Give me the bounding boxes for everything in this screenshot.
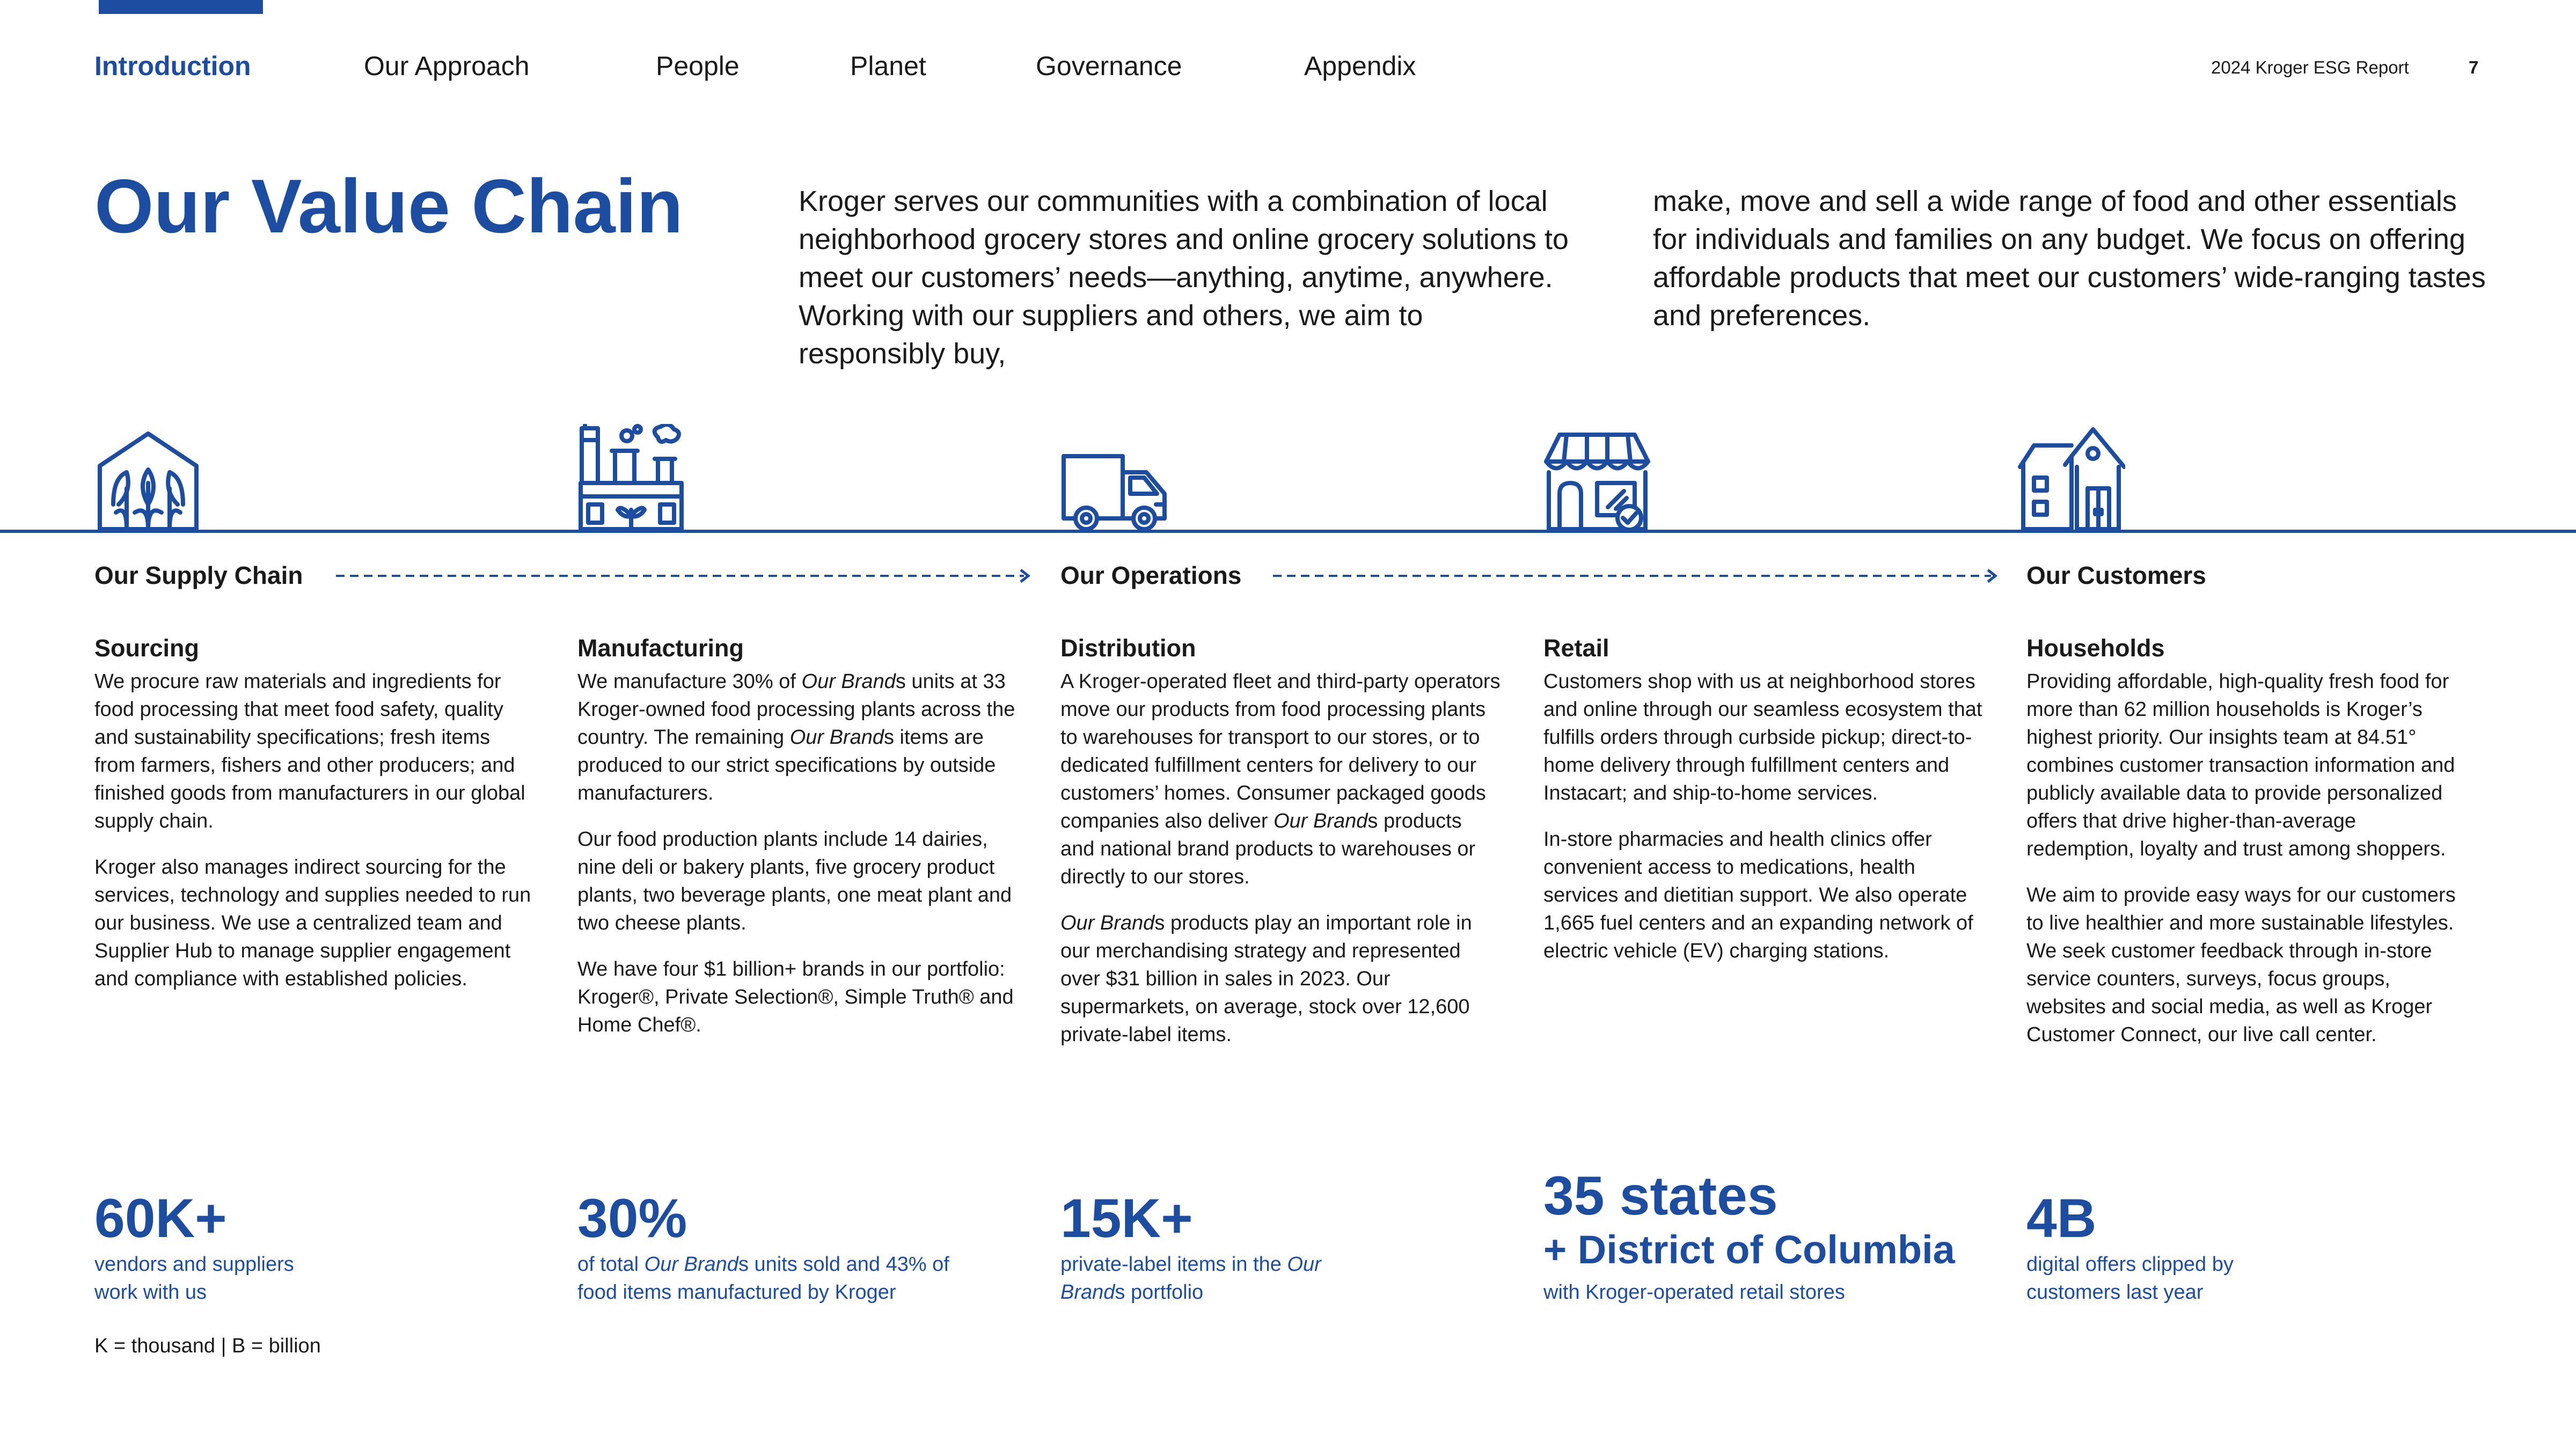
column-heading: Distribution [1060, 634, 1196, 662]
stage-label-supply-chain: Our Supply Chain [94, 561, 303, 589]
stat-vendors-description: vendors and suppliers work with us [94, 1253, 294, 1304]
column-distribution [1060, 633, 1501, 1067]
column-paragraph: Kroger also manages indirect sourcing for the services, technology and supplies needed to run our business. We use a centralized team and Supplier Hub to manage supplier engagement and compliance with established policies. [94, 856, 531, 990]
truck-icon [1060, 424, 1168, 531]
page-title: Our Value Chain [94, 164, 683, 249]
nav-our-approach[interactable]: Our Approach [364, 51, 530, 81]
stat-digital-offers-value: 4B [2026, 1188, 2097, 1249]
stat-private-label-value: 15K+ [1060, 1188, 1193, 1249]
column-paragraph: We have four $1 billion+ brands in our portfolio: Kroger®, Private Selection®, Simple Truth® and Home Chef®. [577, 958, 1014, 1036]
column-manufacturing [577, 633, 1018, 1057]
intro-text-left: Kroger serves our communities with a combination of local neighborhood grocery stores and online grocery solutions to meet our customers’ needs—anything, anytime, anywhere. Working with our suppliers and others, we aim to responsibly buy, [799, 185, 1569, 370]
nav-appendix[interactable]: Appendix [1304, 51, 1416, 81]
column-paragraph: Our Brands products play an important role in our merchandising strategy and represented over $31 billion in sales in 2023. Our supermarkets, on average, stock over 12,600 private-label items. [1060, 912, 1472, 1046]
stat-states-description: with Kroger-operated retail stores [1543, 1281, 1845, 1304]
column-heading: Households [2026, 634, 2165, 662]
greenhouse-icon [94, 424, 202, 531]
stage-label-customers: Our Customers [2026, 561, 2206, 589]
column-households [2026, 633, 2467, 1067]
stat-manufactured-description: of total Our Brands units sold and 43% of food items manufactured by Kroger [577, 1253, 949, 1304]
page-number: 7 [2469, 57, 2479, 77]
report-title: 2024 Kroger ESG Report [2211, 57, 2409, 77]
intro-text-right: make, move and sell a wide range of food and other essentials for individuals and families on any budget. We focus on offering affordable products that meet our customers’ wide-ranging tastes and preferences. [1653, 185, 2486, 332]
column-paragraph: We manufacture 30% of Our Brands units at 33 Kroger-owned food processing plants across the country. The remaining Our Brands items are produced to our strict specifications by outside manufacturers. [577, 670, 1015, 804]
dashed-arrow-operations-to-customers [1273, 568, 2001, 584]
stat-vendors-value: 60K+ [94, 1188, 227, 1249]
nav-planet[interactable]: Planet [850, 51, 926, 81]
stat-states-value: 35 states [1543, 1165, 1778, 1226]
stat-private-label-description: private-label items in the Our Brands portfolio [1060, 1253, 1321, 1304]
column-paragraph: We procure raw materials and ingredients for food processing that meet food safety, quality and sustainability specifications; fresh items from farmers, fishers and other producers; and finished goods from manufacturers in our global supply chain. [94, 670, 525, 832]
column-retail [1543, 633, 1984, 983]
column-heading: Manufacturing [577, 634, 744, 662]
active-tab-indicator [99, 0, 263, 14]
stat-digital-offers-description: digital offers clipped by customers last year [2026, 1253, 2234, 1304]
dashed-arrow-supply-to-operations [336, 568, 1034, 584]
column-sourcing [94, 633, 535, 1011]
column-paragraph: Customers shop with us at neighborhood stores and online through our seamless ecosystem that fulfills orders through curbside pickup; direct-to-home delivery through fulfillment centers and Instacart; and ship-to-home services. [1543, 670, 1982, 804]
footnote: K = thousand | B = billion [94, 1335, 321, 1357]
nav-governance[interactable]: Governance [1036, 51, 1182, 81]
column-paragraph: A Kroger-operated fleet and third-party operators move our products from food processing plants to warehouses for transport to our stores, or to dedicated fulfillment centers for delivery to our customers’ homes. Consumer packaged goods companies also deliver Our Brands products and national brand products to warehouses or directly to our stores. [1060, 670, 1501, 888]
column-paragraph: We aim to provide easy ways for our customers to live healthier and more sustainable lifestyles. We seek customer feedback through in-store service counters, surveys, focus groups, websites and social media, as well as Kroger Customer Connect, our live call center. [2026, 884, 2456, 1046]
factory-icon [577, 424, 685, 531]
nav-introduction[interactable]: Introduction [94, 51, 251, 81]
column-heading: Sourcing [94, 634, 200, 662]
column-paragraph: Our food production plants include 14 dairies, nine deli or bakery plants, five grocery product plants, two beverage plants, one meat plant and two cheese plants. [577, 828, 1012, 934]
storefront-icon [1543, 424, 1651, 531]
stage-label-operations: Our Operations [1060, 561, 1242, 589]
column-paragraph: Providing affordable, high-quality fresh food for more than 62 million households is Kroger’s highest priority. Our insights team at 84.51° combines customer transaction information and publicly available data to provide personalized offers that drive higher-than-average redemption, loyalty and trust among shoppers. [2026, 670, 2455, 860]
column-paragraph: In-store pharmacies and health clinics offer convenient access to medications, health services and dietitian support. We also operate 1,665 fuel centers and an expanding network of electric vehicle (EV) charging stations. [1543, 828, 1973, 962]
nav-people[interactable]: People [656, 51, 740, 81]
stat-manufactured-value: 30% [577, 1188, 687, 1249]
stat-states-subvalue: + District of Columbia [1543, 1227, 1955, 1272]
column-heading: Retail [1543, 634, 1609, 662]
house-icon [2018, 424, 2125, 531]
value-chain-timeline [0, 530, 2576, 533]
